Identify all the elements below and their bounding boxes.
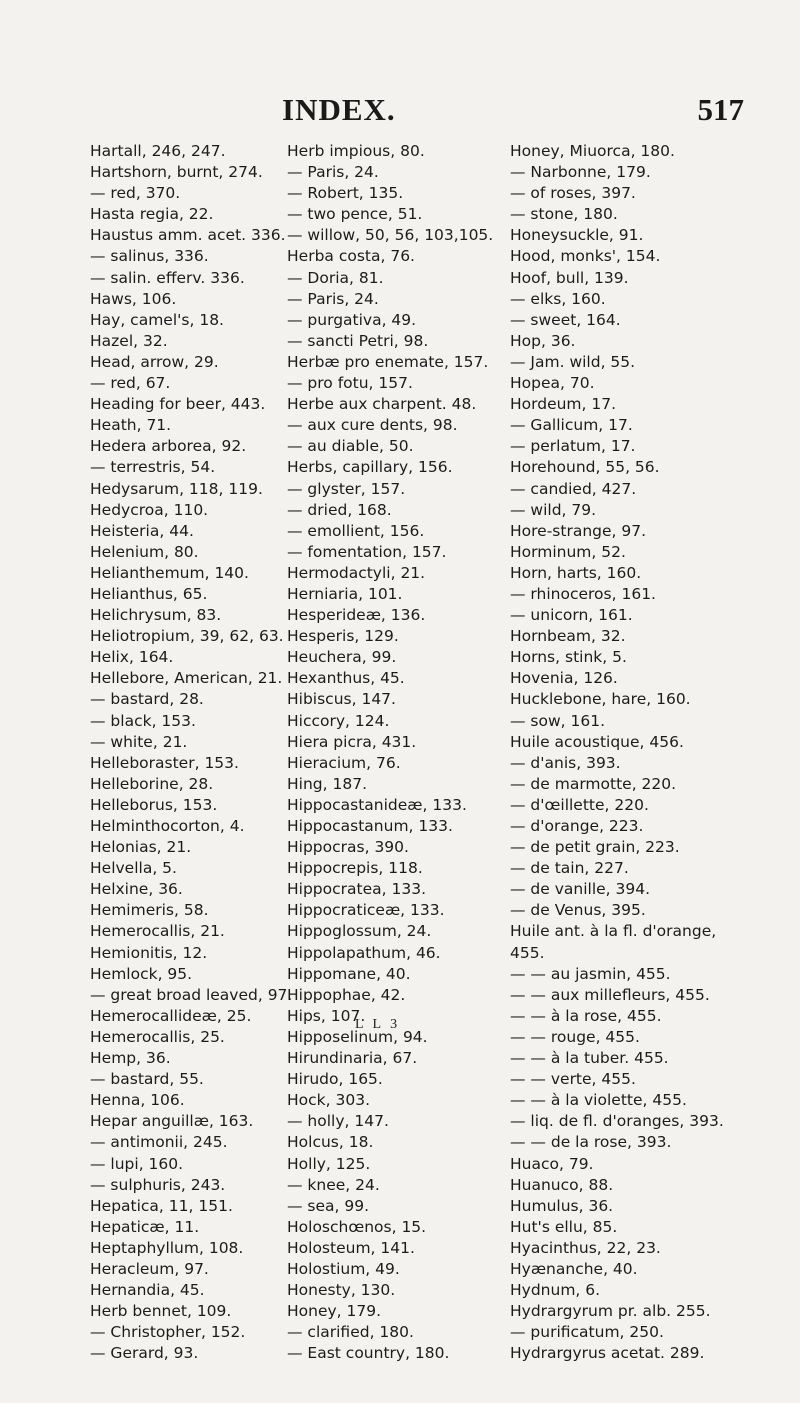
index-entry: Herbe aux charpent. 48.	[287, 395, 477, 414]
index-entry: — red, 370.	[90, 184, 181, 203]
index-entry: Helichrysum, 83.	[90, 606, 222, 625]
index-entry: Hemlock, 95.	[90, 964, 193, 983]
index-entry: Hut's ellu, 85.	[510, 1217, 618, 1236]
index-entry: Hop, 36.	[510, 331, 576, 350]
index-entry: — Paris, 24.	[287, 163, 379, 182]
index-entry: — sancti Petri, 98.	[287, 331, 429, 350]
index-entry: Hippolapathum, 46.	[287, 943, 441, 962]
index-entry: Hepatica, 11, 151.	[90, 1196, 233, 1215]
index-entry: Humulus, 36.	[510, 1196, 614, 1215]
index-entry: — East country, 180.	[287, 1344, 450, 1363]
index-entry: — emollient, 156.	[287, 521, 425, 540]
index-entry: Hirudo, 165.	[287, 1070, 383, 1089]
index-entry: Helianthemum, 140.	[90, 563, 249, 582]
index-entry: Henna, 106.	[90, 1091, 185, 1110]
index-entry: — de petit grain, 223.	[510, 838, 680, 857]
index-entry: Head, arrow, 29.	[90, 352, 219, 371]
index-entry: Huile ant. à la fl. d'orange,	[510, 922, 717, 941]
index-entry: — liq. de fl. d'oranges, 393.	[510, 1112, 724, 1131]
index-entry: Horehound, 55, 56.	[510, 458, 660, 477]
index-entry: — aux cure dents, 98.	[287, 416, 458, 435]
index-entry: — antimonii, 245.	[90, 1133, 228, 1152]
index-entry: — bastard, 28.	[90, 690, 204, 709]
index-entry: — Gerard, 93.	[90, 1344, 199, 1363]
index-column-2	[287, 141, 502, 1364]
index-entry: — holly, 147.	[287, 1112, 389, 1131]
index-entry: Heliotropium, 39, 62, 63.	[90, 627, 284, 646]
index-entry: Honey, 179.	[287, 1302, 382, 1321]
index-entry: — sweet, 164.	[510, 310, 621, 329]
index-entry: — wild, 79.	[510, 500, 597, 519]
index-entry: Hippocastanum, 133.	[287, 817, 453, 835]
index-entry: — d'orange, 223.	[510, 817, 644, 835]
index-entry: — elks, 160.	[510, 289, 606, 308]
index-entry: — unicorn, 161.	[510, 606, 633, 625]
signature-mark: L L 3	[355, 1017, 401, 1032]
index-entry: 455.	[510, 943, 545, 962]
index-entry: — pro fotu, 157.	[287, 374, 413, 393]
index-entry: Hepaticæ, 11.	[90, 1217, 200, 1236]
index-column-3	[510, 141, 750, 1364]
index-entry: Herniaria, 101.	[287, 584, 403, 603]
index-entry: Hepar anguillæ, 163.	[90, 1112, 254, 1131]
index-entry: — sow, 161.	[510, 711, 606, 730]
index-entry: Helonias, 21.	[90, 838, 192, 857]
index-entry: — salinus, 336.	[90, 247, 209, 266]
index-column-1	[90, 141, 293, 1364]
index-entry: Herba costa, 76.	[287, 247, 415, 266]
index-entry: Helvella, 5.	[90, 859, 177, 878]
index-entry: Honesty, 130.	[287, 1281, 396, 1300]
index-entry: — — verte, 455.	[510, 1070, 636, 1089]
index-entry: Hay, camel's, 18.	[90, 310, 224, 329]
index-entry: Hippocras, 390.	[287, 838, 409, 857]
index-entry: Holly, 125.	[287, 1154, 371, 1173]
index-entry: — stone, 180.	[510, 205, 618, 224]
index-entry: Hartall, 246, 247.	[90, 142, 226, 160]
index-entry: Holcus, 18.	[287, 1133, 374, 1152]
index-entry: Heracleum, 97.	[90, 1259, 209, 1278]
index-entry: Hovenia, 126.	[510, 669, 618, 688]
index-entry: — candied, 427.	[510, 479, 637, 498]
index-entry: Heuchera, 99.	[287, 648, 397, 667]
page-title: INDEX.	[282, 92, 396, 127]
index-entry: Hibiscus, 147.	[287, 690, 396, 709]
index-entry: Hedera arborea, 92.	[90, 437, 247, 456]
index-entry: — Jam. wild, 55.	[510, 352, 636, 371]
index-entry: Hippocastanideæ, 133.	[287, 795, 467, 814]
index-entry: Hemerocallis, 21.	[90, 922, 225, 941]
index-entry: Hippocratea, 133.	[287, 880, 426, 899]
index-entry: — knee, 24.	[287, 1175, 380, 1194]
index-entry: Herb bennet, 109.	[90, 1302, 232, 1321]
index-entry: Hippocrepis, 118.	[287, 859, 423, 878]
index-entry: — d'anis, 393.	[510, 753, 621, 772]
index-entry: Hedycroa, 110.	[90, 500, 209, 519]
index-entry: Hellebore, American, 21.	[90, 669, 283, 688]
index-entry: Hexanthus, 45.	[287, 669, 405, 688]
index-entry: Haustus amm. acet. 336.	[90, 226, 286, 245]
index-entry: — white, 21.	[90, 732, 188, 751]
index-entry: Hesperideæ, 136.	[287, 606, 426, 625]
index-entry: — salin. efferv. 336.	[90, 268, 245, 287]
index-entry: — Gallicum, 17.	[510, 416, 633, 435]
index-entry: Hedysarum, 118, 119.	[90, 479, 263, 498]
index-entry: Hemp, 36.	[90, 1049, 171, 1068]
index-entry: Hermodactyli, 21.	[287, 563, 426, 582]
index-entry: — de vanille, 394.	[510, 880, 651, 899]
index-entry: — Christopher, 152.	[90, 1323, 246, 1342]
index-entry: Helenium, 80.	[90, 542, 199, 561]
index-entry: Helminthocorton, 4.	[90, 817, 245, 835]
index-entry: Herb impious, 80.	[287, 142, 425, 160]
index-entry: Helleboraster, 153.	[90, 753, 239, 772]
index-entry: Herbæ pro enemate, 157.	[287, 352, 489, 371]
index-entry: — sea, 99.	[287, 1196, 370, 1215]
index-entry: — willow, 50, 56, 103,105.	[287, 226, 494, 245]
index-entry: — glyster, 157.	[287, 479, 406, 498]
index-entry: Hemerocallis, 25.	[90, 1027, 225, 1046]
index-entry: Helleborine, 28.	[90, 774, 214, 793]
index-entry: Huanuco, 88.	[510, 1175, 614, 1194]
index-entry: Helxine, 36.	[90, 880, 183, 899]
index-entry: Heath, 71.	[90, 416, 172, 435]
index-entry: — lupi, 160.	[90, 1154, 184, 1173]
index-entry: Hippophae, 42.	[287, 985, 406, 1004]
index-entry: Holoschœnos, 15.	[287, 1217, 427, 1236]
index-entry: — of roses, 397.	[510, 184, 636, 203]
index-entry: — rhinoceros, 161.	[510, 584, 656, 603]
page-header	[0, 92, 800, 132]
index-entry: — au diable, 50.	[287, 437, 414, 456]
index-entry: Honeysuckle, 91.	[510, 226, 644, 245]
index-entry: — black, 153.	[90, 711, 196, 730]
index-entry: Hucklebone, hare, 160.	[510, 690, 691, 709]
index-entry: Hipposelinum, 94.	[287, 1027, 428, 1046]
index-entry: — — à la tuber. 455.	[510, 1049, 669, 1068]
index-entry: Helianthus, 65.	[90, 584, 208, 603]
index-entry: Hing, 187.	[287, 774, 367, 793]
index-entry: Hieracium, 76.	[287, 753, 401, 772]
index-entry: Hood, monks', 154.	[510, 247, 661, 266]
index-entry: — de Venus, 395.	[510, 901, 646, 920]
index-entry: Helleborus, 153.	[90, 795, 218, 814]
index-entry: — great broad leaved, 97.	[90, 985, 293, 1004]
index-entry: Hyænanche, 40.	[510, 1259, 638, 1278]
index-entry: — de tain, 227.	[510, 859, 629, 878]
index-entry: Hore-strange, 97.	[510, 521, 647, 540]
index-entry: Hips, 107.	[287, 1006, 366, 1025]
index-entry: — Narbonne, 179.	[510, 163, 651, 182]
index-entry: — purgativa, 49.	[287, 310, 417, 329]
index-entry: — Doria, 81.	[287, 268, 384, 287]
index-entry: Heptaphyllum, 108.	[90, 1238, 244, 1257]
index-entry: Hippoglossum, 24.	[287, 922, 432, 941]
index-entry: Hippocraticeæ, 133.	[287, 901, 445, 920]
index-entry: — Robert, 135.	[287, 184, 404, 203]
index-entry: — — à la rose, 455.	[510, 1006, 662, 1025]
index-entry: Hyacinthus, 22, 23.	[510, 1238, 661, 1257]
index-entry: Holosteum, 141.	[287, 1238, 415, 1257]
index-entry: Huaco, 79.	[510, 1154, 594, 1173]
index-entry: Hazel, 32.	[90, 331, 168, 350]
index-entry: Hydrargyrum pr. alb. 255.	[510, 1302, 711, 1321]
index-entry: Hirundinaria, 67.	[287, 1049, 418, 1068]
index-entry: Hydrargyrus acetat. 289.	[510, 1344, 705, 1363]
index-entry: Helix, 164.	[90, 648, 174, 667]
index-entry: — — rouge, 455.	[510, 1027, 640, 1046]
index-entry: Hesperis, 129.	[287, 627, 399, 646]
index-entry: — bastard, 55.	[90, 1070, 204, 1089]
index-entry: Horminum, 52.	[510, 542, 626, 561]
index-entry: Heisteria, 44.	[90, 521, 194, 540]
index-entry: — d'œillette, 220.	[510, 795, 649, 814]
index-entry: Hemerocallideæ, 25.	[90, 1006, 252, 1025]
index-entry: Horns, stink, 5.	[510, 648, 627, 667]
index-entry: Hiccory, 124.	[287, 711, 390, 730]
index-entry: Hernandia, 45.	[90, 1281, 205, 1300]
index-entry: Honey, Miuorca, 180.	[510, 142, 675, 160]
index-entry: — — au jasmin, 455.	[510, 964, 671, 983]
index-entry: — de marmotte, 220.	[510, 774, 677, 793]
page-number: 517	[697, 92, 744, 127]
index-entry: Hippomane, 40.	[287, 964, 411, 983]
index-entry: Holostium, 49.	[287, 1259, 400, 1278]
index-entry: Horn, harts, 160.	[510, 563, 642, 582]
index-entry: Hemionitis, 12.	[90, 943, 208, 962]
index-entry: — — de la rose, 393.	[510, 1133, 672, 1152]
index-entry: — clarified, 180.	[287, 1323, 414, 1342]
index-entry: — — à la violette, 455.	[510, 1091, 687, 1110]
index-entry: Herbs, capillary, 156.	[287, 458, 453, 477]
index-entry: Hoof, bull, 139.	[510, 268, 629, 287]
index-entry: Heading for beer, 443.	[90, 395, 266, 414]
index-entry: — fomentation, 157.	[287, 542, 447, 561]
index-entry: — perlatum, 17.	[510, 437, 636, 456]
index-entry: Hartshorn, burnt, 274.	[90, 163, 263, 182]
index-entry: Hasta regia, 22.	[90, 205, 214, 224]
index-entry: Hordeum, 17.	[510, 395, 617, 414]
index-entry: Haws, 106.	[90, 289, 177, 308]
index-entry: — red, 67.	[90, 374, 171, 393]
index-entry: Hydnum, 6.	[510, 1281, 601, 1300]
index-entry: — Paris, 24.	[287, 289, 379, 308]
index-entry: Huile acoustique, 456.	[510, 732, 684, 751]
index-entry: Hiera picra, 431.	[287, 732, 417, 751]
index-entry: — two pence, 51.	[287, 205, 423, 224]
index-entry: Hornbeam, 32.	[510, 627, 626, 646]
index-entry: Hock, 303.	[287, 1091, 371, 1110]
index-entry: — purificatum, 250.	[510, 1323, 664, 1342]
index-entry: — terrestris, 54.	[90, 458, 216, 477]
index-entry: Hopea, 70.	[510, 374, 595, 393]
index-entry: — — aux millefleurs, 455.	[510, 985, 710, 1004]
index-entry: — sulphuris, 243.	[90, 1175, 226, 1194]
index-entry: — dried, 168.	[287, 500, 392, 519]
index-entry: Hemimeris, 58.	[90, 901, 209, 920]
